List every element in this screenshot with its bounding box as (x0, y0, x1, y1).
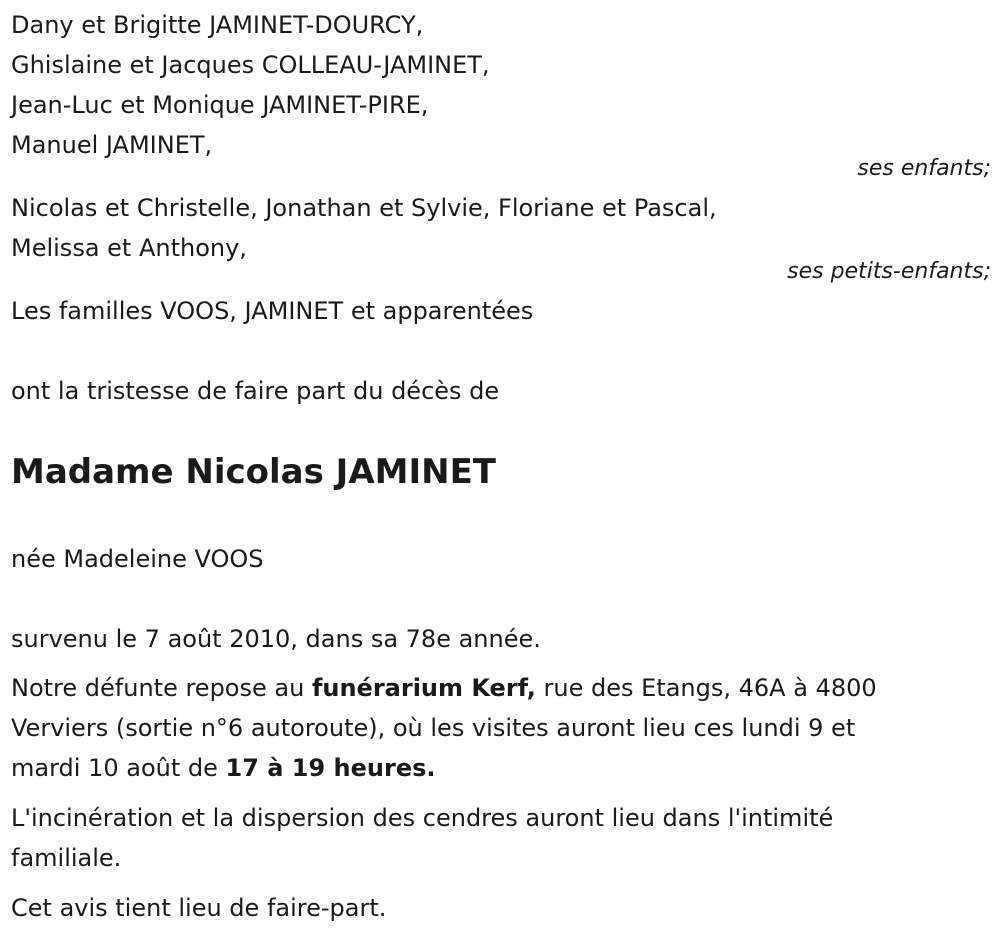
repose-address: rue des Etangs, 46A à 4800 (535, 674, 877, 702)
funerarium-name: funérarium Kerf, (311, 674, 536, 702)
child-line-4: Manuel JAMINET, (11, 131, 213, 159)
maiden-name: née Madeleine VOOS (11, 545, 264, 573)
grandchildren-label: ses petits-enfants; (787, 259, 991, 284)
child-line-1: Dany et Brigitte JAMINET-DOURCY, (11, 11, 424, 39)
deceased-name: Madame Nicolas JAMINET (11, 452, 496, 492)
grandchildren-line-1: Nicolas et Christelle, Jonathan et Sylvie, Floriane et Pascal, (11, 194, 717, 222)
closing-line: Cet avis tient lieu de faire-part. (11, 894, 387, 922)
grandchildren-line-2: Melissa et Anthony, (11, 234, 247, 262)
children-label: ses enfants; (857, 156, 991, 181)
obituary-notice (11, 0, 991, 943)
repose-prefix: Notre défunte repose au (11, 674, 312, 702)
repose-line-2: Verviers (sortie n°6 autoroute), où les visites auront lieu ces lundi 9 et (11, 714, 856, 742)
repose-line-3: mardi 10 août de (11, 754, 226, 782)
incineration-line-1: L'incinération et la dispersion des cendres auront lieu dans l'intimité (11, 804, 834, 832)
families-line: Les familles VOOS, JAMINET et apparentées (11, 297, 534, 325)
child-line-2: Ghislaine et Jacques COLLEAU-JAMINET, (11, 51, 490, 79)
child-line-3: Jean-Luc et Monique JAMINET-PIRE, (11, 91, 429, 119)
repose-paragraph (11, 668, 976, 788)
announcement-line: ont la tristesse de faire part du décès de (11, 377, 500, 405)
visit-hours: 17 à 19 heures. (225, 754, 436, 782)
incineration-line-2: familiale. (11, 844, 122, 872)
date-line: survenu le 7 août 2010, dans sa 78e année. (11, 625, 541, 653)
